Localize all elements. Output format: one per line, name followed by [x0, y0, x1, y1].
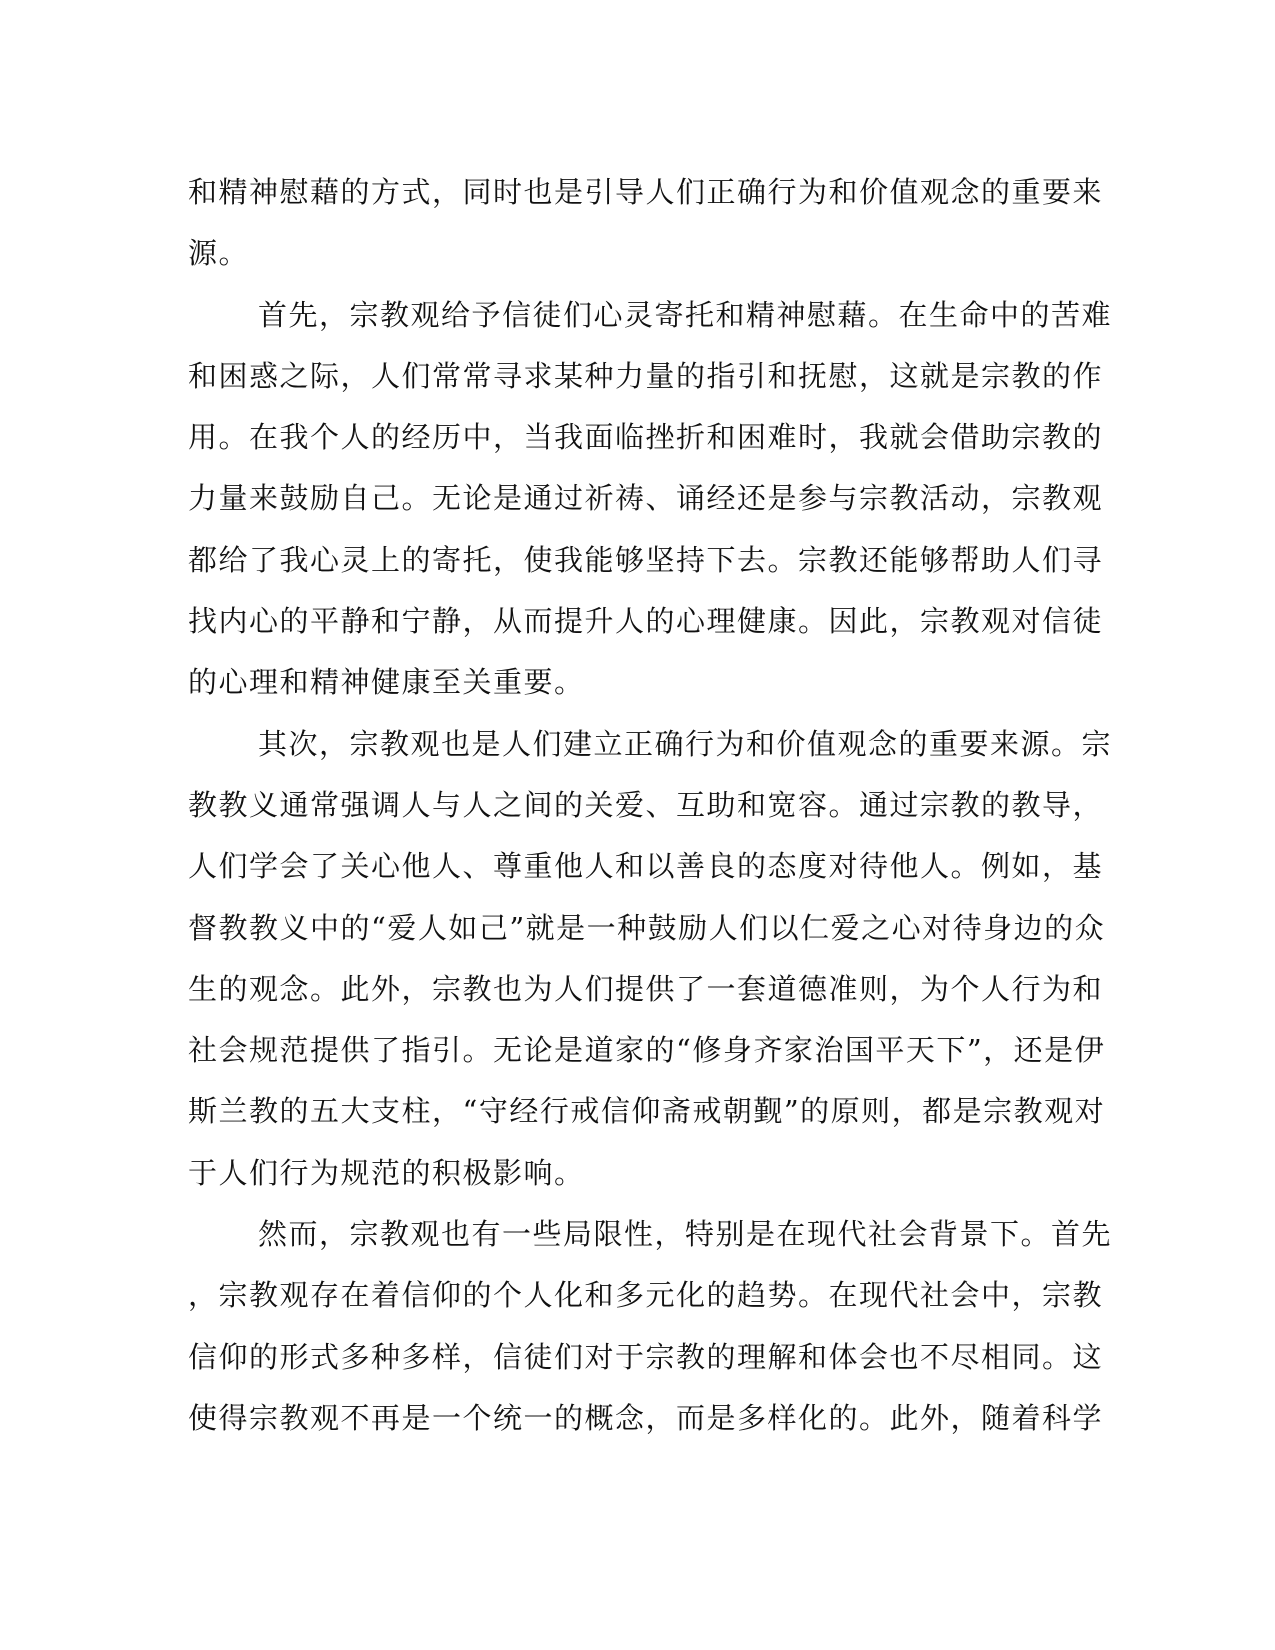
text-line: 人们学会了关心他人、尊重他人和以善良的态度对待他人。例如，基 — [188, 849, 1104, 884]
text-line: 督教教义中的“爱人如己”就是一种鼓励人们以仁爱之心对待身边的众 — [188, 910, 1106, 945]
paragraph-first-line: 首先，宗教观给予信徒们心灵寄托和精神慰藉。在生命中的苦难 — [258, 297, 1113, 332]
paragraph-first-line: 然而，宗教观也有一些局限性，特别是在现代社会背景下。首先 — [258, 1217, 1113, 1252]
text-line: 生的观念。此外，宗教也为人们提供了一套道德准则，为个人行为和 — [188, 971, 1104, 1006]
text-line: 信仰的形式多种多样，信徒们对于宗教的理解和体会也不尽相同。这 — [188, 1339, 1104, 1374]
text-line: 力量来鼓励自己。无论是通过祈祷、诵经还是参与宗教活动，宗教观 — [188, 481, 1104, 516]
text-line: 于人们行为规范的积极影响。 — [188, 1155, 585, 1190]
text-line: 使得宗教观不再是一个统一的概念，而是多样化的。此外，随着科学 — [188, 1400, 1104, 1435]
text-line: 的心理和精神健康至关重要。 — [188, 665, 585, 700]
text-line: 和精神慰藉的方式，同时也是引导人们正确行为和价值观念的重要来 — [188, 175, 1104, 209]
text-line: 找内心的平静和宁静，从而提升人的心理健康。因此，宗教观对信徒 — [188, 604, 1104, 639]
text-line: 源。 — [188, 236, 250, 271]
text-line: 和困惑之际，人们常常寻求某种力量的指引和抚慰，这就是宗教的作 — [188, 358, 1104, 393]
paragraph-first-line: 其次，宗教观也是人们建立正确行为和价值观念的重要来源。宗 — [258, 726, 1113, 761]
text-line: 都给了我心灵上的寄托，使我能够坚持下去。宗教还能够帮助人们寻 — [188, 542, 1104, 577]
text-line: 用。在我个人的经历中，当我面临挫折和困难时，我就会借助宗教的 — [188, 420, 1104, 455]
text-line: ，宗教观存在着信仰的个人化和多元化的趋势。在现代社会中，宗教 — [188, 1278, 1104, 1313]
text-line: 斯兰教的五大支柱，“守经行戒信仰斋戒朝觐”的原则，都是宗教观对 — [188, 1094, 1106, 1129]
body-text — [188, 162, 1113, 1449]
text-line: 教教义通常强调人与人之间的关爱、互助和宽容。通过宗教的教导， — [188, 787, 1104, 822]
text-line: 社会规范提供了指引。无论是道家的“修身齐家治国平天下”，还是伊 — [188, 1033, 1106, 1068]
